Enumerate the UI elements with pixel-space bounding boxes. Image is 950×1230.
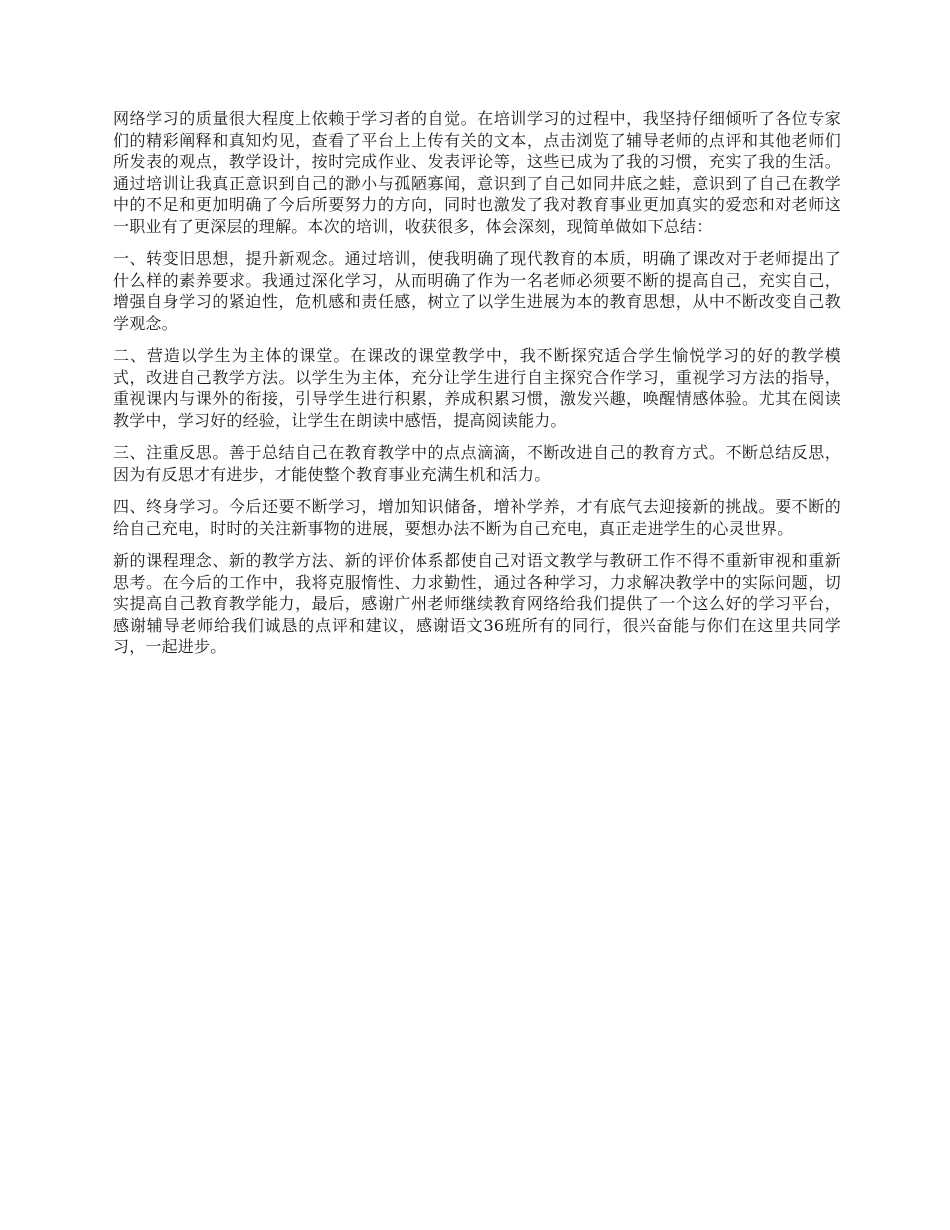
document-body (113, 108, 841, 669)
intro-paragraph: 网络学习的质量很大程度上依赖于学习者的自觉。在培训学习的过程中，我坚持仔细倾听了各位专家们的精彩阐释和真知灼见，查看了平台上上传有关的文本，点击浏览了辅导老师的点评和其他老师们所发表的观点，教学设计，按时完成作业、发表评论等，这些已成为了我的习惯，充实了我的生活。通过培训让我真正意识到自己的渺小与孤陋寡闻，意识到了自己如同井底之蛙，意识到了自己在教学中的不足和更加明确了今后所要努力的方向，同时也激发了我对教育事业更加真实的爱恋和对老师这一职业有了更深层的理解。本次的培训，收获很多，体会深刻，现简单做如下总结： (113, 109, 841, 236)
section-three-paragraph: 三、注重反思。善于总结自己在教育教学中的点点滴滴，不断改进自己的教育方式。不断总结反思，因为有反思才有进步，才能使整个教育事业充满生机和活力。 (113, 443, 841, 484)
section-four-paragraph: 四、终身学习。今后还要不断学习，增加知识储备，增补学养，才有底气去迎接新的挑战。要不断的给自己充电，时时的关注新事物的进展，要想办法不断为自己充电，真正走进学生的心灵世界。 (113, 497, 841, 538)
conclusion-paragraph: 新的课程理念、新的教学方法、新的评价体系都使自己对语文教学与教研工作不得不重新审视和重新思考。在今后的工作中，我将克服惰性、力求勤性，通过各种学习，力求解决教学中的实际问题，切实提高自己教育教学能力，最后，感谢广州老师继续教育网络给我们提供了一个这么好的学习平台，感谢辅导老师给我们诚恳的点评和建议，感谢语文36班所有的同行，很兴奋能与你们在这里共同学习，一起进步。 (113, 551, 841, 656)
section-two-paragraph: 二、营造以学生为主体的课堂。在课改的课堂教学中，我不断探究适合学生愉悦学习的好的教学模式，改进自己教学方法。以学生为主体，充分让学生进行自主探究合作学习，重视学习方法的指导，重视课内与课外的衔接，引导学生进行积累，养成积累习惯，激发兴趣，唤醒情感体验。尤其在阅读教学中，学习好的经验，让学生在朗读中感悟，提高阅读能力。 (113, 346, 841, 430)
section-one-paragraph: 一、转变旧思想，提升新观念。通过培训，使我明确了现代教育的本质，明确了课改对于老师提出了什么样的素养要求。我通过深化学习，从而明确了作为一名老师必须要不断的提高自己，充实自己，增强自身学习的紧迫性，危机感和责任感，树立了以学生进展为本的教育思想，从中不断改变自己教学观念。 (113, 249, 841, 333)
